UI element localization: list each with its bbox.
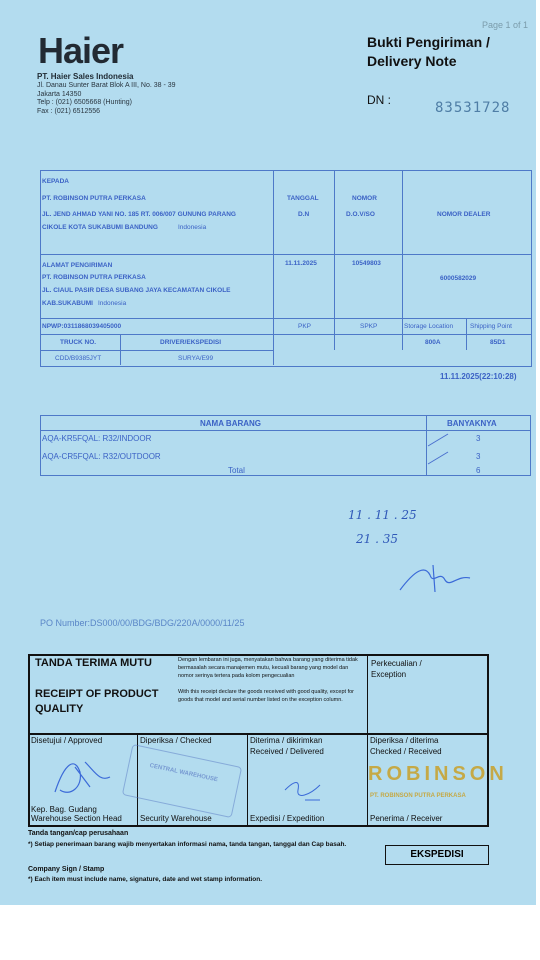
truck-number: CDD/B9385JYT xyxy=(55,355,102,362)
receiver-checked-label: Diperiksa / diterima xyxy=(370,736,439,745)
dn-label: DN : xyxy=(367,93,391,107)
nomor-dealer-label: NOMOR DEALER xyxy=(437,211,491,218)
item-qty: 3 xyxy=(476,452,481,461)
driver-name: SURYA/E99 xyxy=(178,355,214,362)
section-head-title: Kep. Bag. Gudang xyxy=(31,805,97,814)
exception-label-2: Exception xyxy=(371,670,407,679)
ship-to-city: KAB.SUKABUMI xyxy=(42,300,93,307)
receipt-text-indonesian: Dengan lembaran ini juga, menyatakan bahwa barang yang diterima tidak bermasalah secara manajemen mutu, kecuali barang yang model dan nomor serinya tertera pada kolom pengecualian xyxy=(178,657,358,680)
item-qty-header: BANYAKNYA xyxy=(447,419,497,428)
address-line: Telp : (021) 6505668 (Hunting) xyxy=(37,99,132,107)
tanggal-label: TANGGAL xyxy=(287,195,319,202)
divider xyxy=(40,318,531,319)
sign-note: *) Setiap penerimaan barang wajib menyertakan informasi nama, tanda tangan, tanggal dan Cap basah. xyxy=(28,841,347,848)
check-marks xyxy=(420,430,460,470)
alamat-label: ALAMAT PENGIRIMAN xyxy=(42,262,113,269)
expedition-signature-icon xyxy=(280,775,340,810)
recipient-country: Indonesia xyxy=(178,224,207,231)
shipping-point-value: 85D1 xyxy=(490,339,506,346)
item-name: AQA-KR5FQAL: R32/INDOOR xyxy=(42,434,152,443)
nomor-sub: D.O.V/SO xyxy=(346,211,375,218)
robinson-stamp-sub: PT. ROBINSON PUTRA PERKASA xyxy=(370,793,466,799)
section-head-label: Warehouse Section Head xyxy=(31,814,122,823)
ship-to-address: JL. CIAUL PASIR DESA SUBANG JAYA KECAMATAN CIKOLE xyxy=(42,287,231,294)
divider xyxy=(247,733,248,825)
spkp-label: SPKP xyxy=(360,323,378,330)
po-number: PO Number:DS000/00/BDG/BDG/220A/0000/11/25 xyxy=(40,618,245,628)
divider xyxy=(273,170,274,365)
truck-label: TRUCK NO. xyxy=(60,339,97,346)
address-line: Fax : (021) 6512556 xyxy=(37,107,101,115)
haier-logo: Haier xyxy=(38,30,124,71)
company-address xyxy=(37,82,176,116)
pkp-label: PKP xyxy=(298,323,312,330)
expedition-label: Expedisi / Expedition xyxy=(250,814,325,823)
recipient-city: CIKOLE KOTA SUKABUMI BANDUNG xyxy=(42,224,158,231)
sign-label: Tanda tangan/cap perusahaan xyxy=(28,830,129,837)
dealer-number: 6000582029 xyxy=(440,275,477,282)
storage-location-value: 800A xyxy=(425,339,441,346)
document-title xyxy=(367,33,490,71)
company-name: PT. Haier Sales Indonesia xyxy=(37,72,134,81)
dn-number: 83531728 xyxy=(435,100,511,116)
divider xyxy=(120,334,121,365)
title-line: Bukti Pengiriman / xyxy=(367,34,490,50)
divider xyxy=(402,170,403,350)
tanda-terima-title: TANDA TERIMA MUTU xyxy=(35,657,152,669)
item-qty: 3 xyxy=(476,434,481,443)
title-line: Delivery Note xyxy=(367,53,457,69)
checked-label: Diperiksa / Checked xyxy=(140,736,212,745)
divider xyxy=(40,254,531,255)
handwritten-time: 21 . 35 xyxy=(356,532,398,546)
receipt-text-english: With this receipt declare the goods received with good quality, except for goods that model and serial number listed on the exception column. xyxy=(178,689,354,704)
total-value: 6 xyxy=(476,466,481,475)
page-number: Page 1 of 1 xyxy=(482,20,529,30)
address-line: Jakarta 14350 xyxy=(37,90,82,98)
recipient-address: JL. JEND AHMAD YANI NO. 185 RT. 006/007 GUNUNG PARANG xyxy=(42,211,236,218)
divider xyxy=(40,475,531,476)
divider xyxy=(40,334,531,335)
handwritten-date: 11 . 11 . 25 xyxy=(348,508,417,522)
copy-label: EKSPEDISI xyxy=(385,845,489,865)
receipt-title: RECEIPT OF PRODUCT xyxy=(35,688,159,700)
approval-signature-icon xyxy=(45,752,115,802)
receiver-label: Penerima / Receiver xyxy=(370,814,443,823)
nomor-label: NOMOR xyxy=(352,195,377,202)
tanggal-sub: D.N xyxy=(298,211,310,218)
shipping-point-label: Shipping Point xyxy=(470,323,512,330)
divider xyxy=(530,415,531,475)
delivery-date: 11.11.2025 xyxy=(285,260,317,267)
address-line: Jl. Danau Sunter Barat Blok A III, No. 38 - 39 xyxy=(37,82,176,89)
receiver-checked-label-2: Checked / Received xyxy=(370,747,442,756)
order-number: 10549803 xyxy=(352,260,381,267)
received-label-2: Received / Delivered xyxy=(250,747,324,756)
kepada-label: KEPADA xyxy=(42,178,69,185)
divider xyxy=(40,415,531,416)
divider xyxy=(334,170,335,350)
npwp: NPWP:0311868039405000 xyxy=(42,323,122,330)
item-name: AQA-CR5FQAL: R32/OUTDOOR xyxy=(42,452,161,461)
item-name-header: NAMA BARANG xyxy=(200,419,262,428)
divider xyxy=(40,415,41,475)
handwritten-signature-icon xyxy=(395,560,475,600)
driver-label: DRIVER/EKSPEDISI xyxy=(160,339,222,346)
company-sign-label: Company Sign / Stamp xyxy=(28,866,105,873)
ship-to-name: PT. ROBINSON PUTRA PERKASA xyxy=(42,274,146,281)
divider xyxy=(40,350,274,351)
received-label: Diterima / dikirimkan xyxy=(250,736,323,745)
robinson-stamp: ROBINSON xyxy=(368,763,508,785)
storage-location-label: Storage Location xyxy=(404,323,454,330)
exception-label: Perkecualian / xyxy=(371,659,422,668)
approved-label: Disetujui / Approved xyxy=(31,736,103,745)
company-sign-note: *) Each item must include name, signature, date and wet stamp information. xyxy=(28,876,263,883)
ship-to-country: Indonesia xyxy=(98,300,127,307)
print-timestamp: 11.11.2025(22:10:28) xyxy=(440,372,517,381)
security-warehouse-label: Security Warehouse xyxy=(140,814,212,823)
total-label: Total xyxy=(228,466,245,475)
divider xyxy=(367,654,368,734)
receipt-title-2: QUALITY xyxy=(35,703,84,715)
recipient-name: PT. ROBINSON PUTRA PERKASA xyxy=(42,195,146,202)
warehouse-stamp-text: CENTRAL WAREHOUSE xyxy=(149,763,219,784)
